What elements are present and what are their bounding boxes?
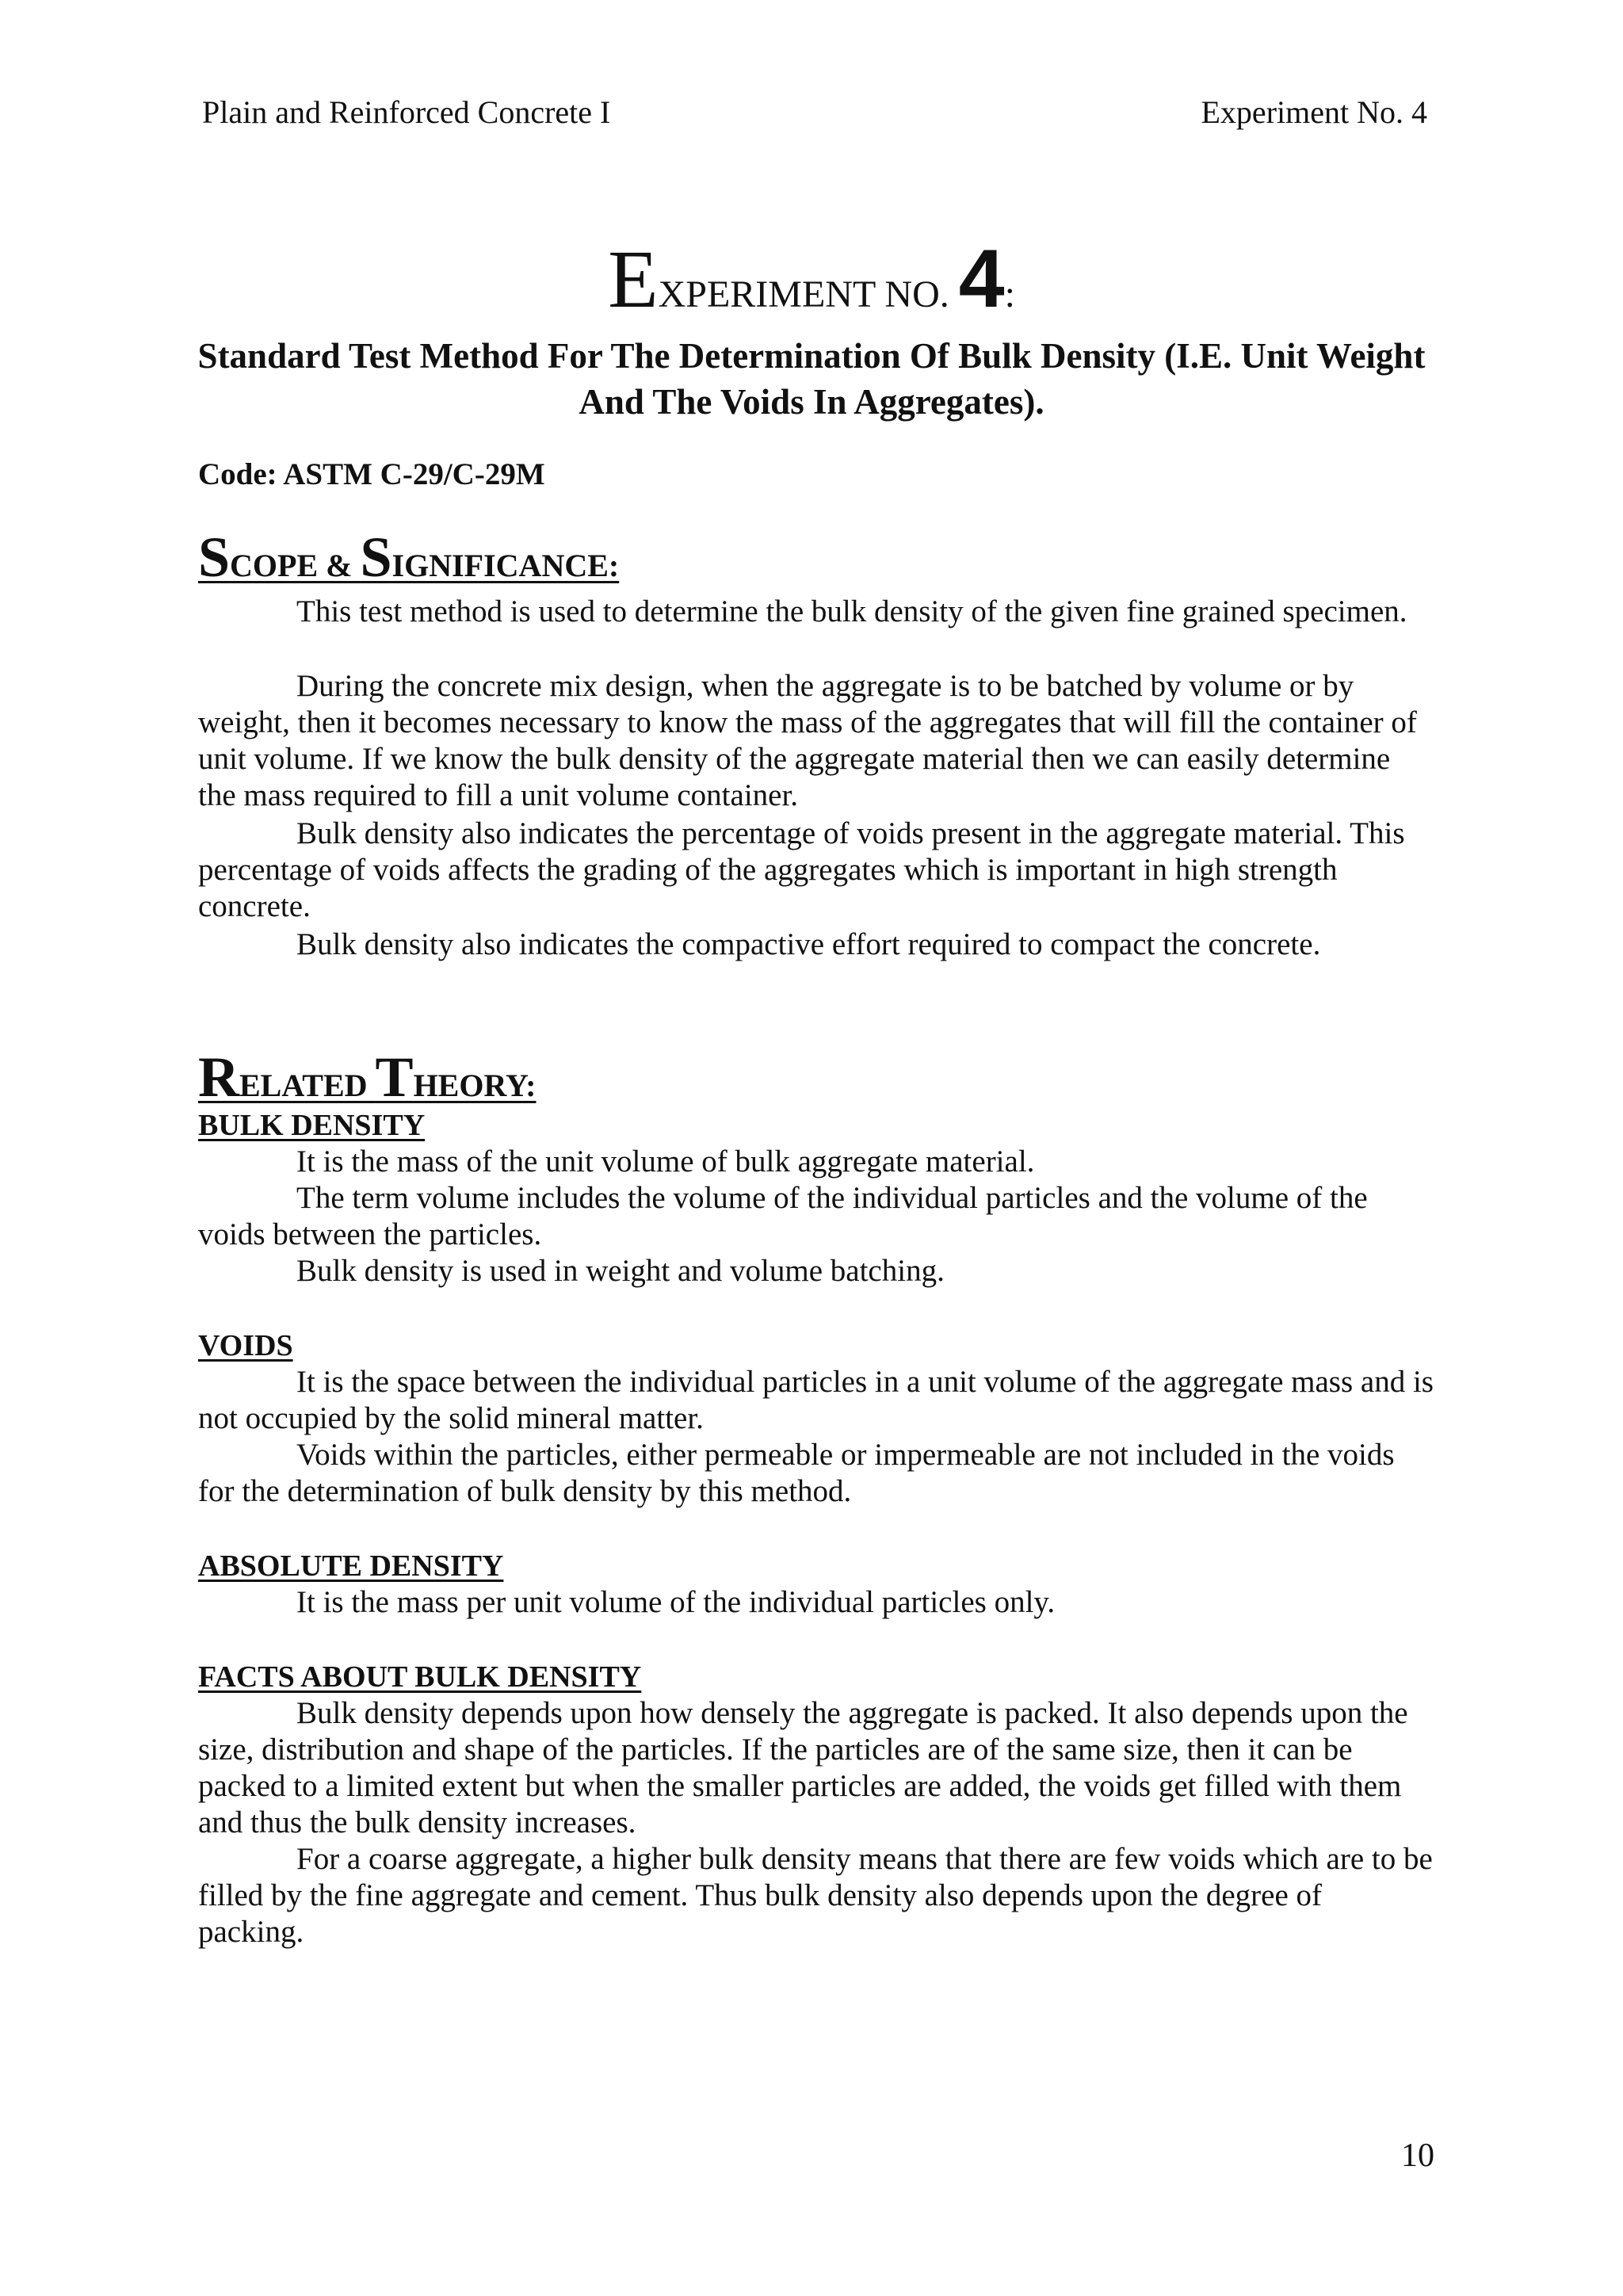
page-number: 10 — [1401, 2137, 1434, 2174]
subheading-bulk-density: BULK DENSITY — [198, 1109, 426, 1142]
title-suffix: : — [1004, 273, 1015, 315]
paragraph: For a coarse aggregate, a higher bulk density means that there are few voids which are to be filled by the fine aggregate and cement. Thus bulk density also depends upon the degree of packing. — [198, 1842, 1433, 1949]
paragraph: It is the space between the individual particles in a unit volume of the aggregate mass and is not occupied by the solid mineral matter. — [198, 1365, 1434, 1435]
header-course-title: Plain and Reinforced Concrete I — [202, 94, 611, 130]
heading-text: IGNIFICANCE: — [391, 548, 620, 583]
page-subtitle: Standard Test Method For The Determination Of Bulk Density (I.E. Unit Weight And The Voids In Aggregates). — [197, 336, 1426, 422]
header-experiment-label: Experiment No. 4 — [1201, 94, 1427, 130]
paragraph: Bulk density is used in weight and volume batching. — [296, 1254, 945, 1288]
heading-initial: S — [198, 525, 231, 589]
title-text: XPERIMENT NO. — [658, 273, 949, 315]
heading-initial: R — [198, 1045, 239, 1109]
heading-text: HEORY: — [413, 1068, 537, 1103]
subheading-absolute-density: ABSOLUTE DENSITY — [198, 1549, 504, 1583]
heading-initial: T — [375, 1045, 414, 1109]
title-number: 4 — [958, 233, 1005, 325]
paragraph: It is the mass per unit volume of the individual particles only. — [296, 1585, 1056, 1619]
standard-code: Code: ASTM C-29/C-29M — [198, 457, 545, 491]
page-title — [198, 233, 1425, 325]
paragraph: Voids within the particles, either permeable or impermeable are not included in the voids for the determination of bulk density by this method. — [198, 1438, 1395, 1508]
subheading-facts: FACTS ABOUT BULK DENSITY — [198, 1660, 642, 1694]
paragraph: Bulk density also indicates the compactive effort required to compact the concrete. — [296, 927, 1321, 961]
paragraph: Bulk density depends upon how densely the aggregate is packed. It also depends upon the size, distribution and shape of the particles. If the particles are of the same size, then it can be packed to a limited extent but when the smaller particles are added, the voids get filled with them and thus the bulk density increases. — [198, 1696, 1408, 1839]
title-initial: E — [608, 234, 659, 325]
paragraph: It is the mass of the unit volume of bulk aggregate material. — [296, 1144, 1035, 1179]
paragraph: This test method is used to determine the bulk density of the given fine grained specimen. — [296, 594, 1407, 628]
section-heading-theory — [198, 1045, 536, 1110]
section-heading-scope — [198, 525, 619, 590]
heading-text: ELATED — [239, 1068, 376, 1103]
heading-initial: S — [360, 525, 392, 589]
paragraph: Bulk density also indicates the percentage of voids present in the aggregate material. This percentage of voids affects the grading of the aggregates which is important in high strength concrete. — [198, 816, 1405, 923]
paragraph: The term volume includes the volume of the individual particles and the volume of the voids between the particles. — [198, 1181, 1368, 1251]
subheading-voids: VOIDS — [198, 1329, 293, 1362]
paragraph: During the concrete mix design, when the aggregate is to be batched by volume or by weight, then it becomes necessary to know the mass of the aggregates that will fill the container of unit volume. If we know the bulk density of the aggregate material then we can easily determine the mass required to fill a unit volume container. — [198, 669, 1417, 812]
heading-text: COPE & — [230, 548, 361, 583]
